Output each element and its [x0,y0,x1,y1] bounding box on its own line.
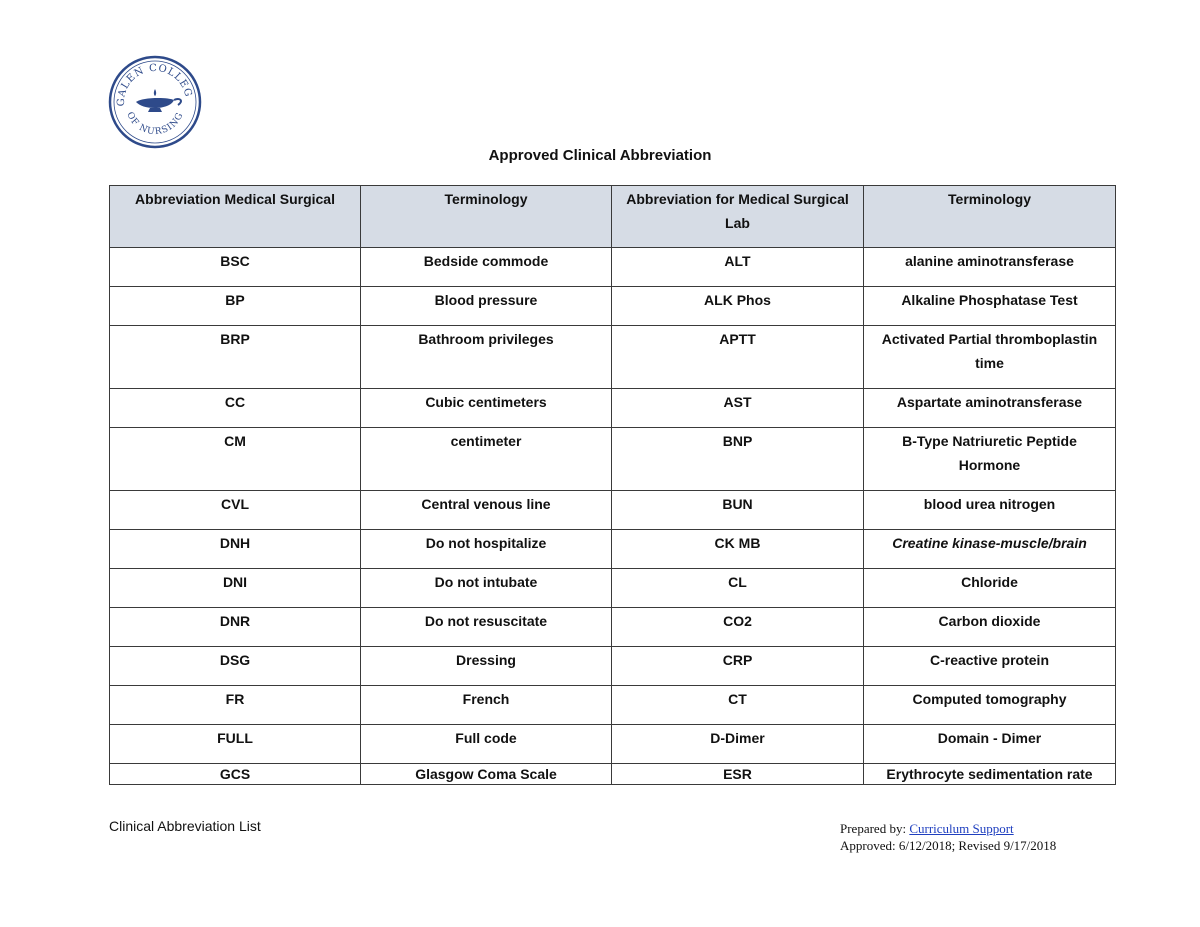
cell-lab-terminology: B-Type Natriuretic Peptide Hormone [864,428,1116,491]
footer-credits [840,820,1056,854]
table-row [110,287,1116,326]
cell-lab-terminology: Chloride [864,569,1116,608]
cell-abbreviation: DNR [110,608,361,647]
table-row [110,647,1116,686]
cell-terminology: centimeter [361,428,612,491]
cell-lab-terminology: Computed tomography [864,686,1116,725]
cell-terminology: Do not resuscitate [361,608,612,647]
document-title: Approved Clinical Abbreviation [488,147,712,164]
cell-lab-abbreviation: AST [612,389,864,428]
cell-terminology: Blood pressure [361,287,612,326]
cell-abbreviation: BRP [110,326,361,389]
cell-abbreviation: CC [110,389,361,428]
table-row [110,530,1116,569]
cell-abbreviation: BSC [110,248,361,287]
cell-abbreviation: FULL [110,725,361,764]
table-row [110,428,1116,491]
cell-terminology: French [361,686,612,725]
cell-lab-abbreviation: BNP [612,428,864,491]
svg-text:GALEN COLLEGE: GALEN COLLEG [115,62,194,107]
cell-lab-abbreviation: ALK Phos [612,287,864,326]
table-row [110,764,1116,785]
cell-abbreviation: DNH [110,530,361,569]
table-row [110,686,1116,725]
cell-lab-terminology: C-reactive protein [864,647,1116,686]
table-row [110,326,1116,389]
cell-lab-abbreviation: CO2 [612,608,864,647]
cell-terminology: Glasgow Coma Scale [361,764,612,785]
college-logo [108,55,202,149]
cell-lab-abbreviation: CL [612,569,864,608]
curriculum-support-link[interactable]: Curriculum Support [909,821,1014,836]
cell-lab-terminology: Aspartate aminotransferase [864,389,1116,428]
cell-lab-terminology: blood urea nitrogen [864,491,1116,530]
abbreviation-table [109,185,1116,785]
cell-terminology: Dressing [361,647,612,686]
cell-abbreviation: GCS [110,764,361,785]
cell-lab-terminology: Alkaline Phosphatase Test [864,287,1116,326]
table-row [110,491,1116,530]
cell-lab-abbreviation: CT [612,686,864,725]
cell-abbreviation: BP [110,287,361,326]
prepared-by-label: Prepared by: [840,821,907,836]
cell-terminology: Cubic centimeters [361,389,612,428]
cell-abbreviation: DNI [110,569,361,608]
header-abbreviation-med-surg-lab: Abbreviation for Medical Surgical Lab [612,186,864,248]
cell-terminology: Central venous line [361,491,612,530]
cell-terminology: Do not intubate [361,569,612,608]
cell-lab-terminology: Carbon dioxide [864,608,1116,647]
cell-lab-terminology: Creatine kinase-muscle/brain [864,530,1116,569]
lamp-seal-icon [108,55,202,149]
svg-text:OF NURSING: OF NURSING [124,110,186,138]
cell-lab-abbreviation: CK MB [612,530,864,569]
cell-terminology: Bathroom privileges [361,326,612,389]
header-terminology-2: Terminology [864,186,1116,248]
header-terminology-1: Terminology [361,186,612,248]
table-row [110,389,1116,428]
cell-lab-abbreviation: D-Dimer [612,725,864,764]
footer-document-name: Clinical Abbreviation List [109,818,261,834]
table-row [110,569,1116,608]
approval-dates: Approved: 6/12/2018; Revised 9/17/2018 [840,838,1057,853]
cell-terminology: Bedside commode [361,248,612,287]
cell-lab-abbreviation: ESR [612,764,864,785]
cell-lab-abbreviation: BUN [612,491,864,530]
cell-lab-abbreviation: APTT [612,326,864,389]
table-row [110,248,1116,287]
cell-lab-terminology: Activated Partial thromboplastin time [864,326,1116,389]
cell-abbreviation: CVL [110,491,361,530]
header-abbreviation-med-surg: Abbreviation Medical Surgical [110,186,361,248]
cell-lab-terminology: Domain - Dimer [864,725,1116,764]
cell-terminology: Full code [361,725,612,764]
table-row [110,608,1116,647]
cell-abbreviation: DSG [110,647,361,686]
cell-terminology: Do not hospitalize [361,530,612,569]
table-header-row [110,186,1116,248]
cell-lab-terminology: alanine aminotransferase [864,248,1116,287]
cell-abbreviation: FR [110,686,361,725]
cell-lab-terminology: Erythrocyte sedimentation rate [864,764,1116,785]
table-row [110,725,1116,764]
cell-lab-abbreviation: CRP [612,647,864,686]
cell-abbreviation: CM [110,428,361,491]
cell-lab-abbreviation: ALT [612,248,864,287]
